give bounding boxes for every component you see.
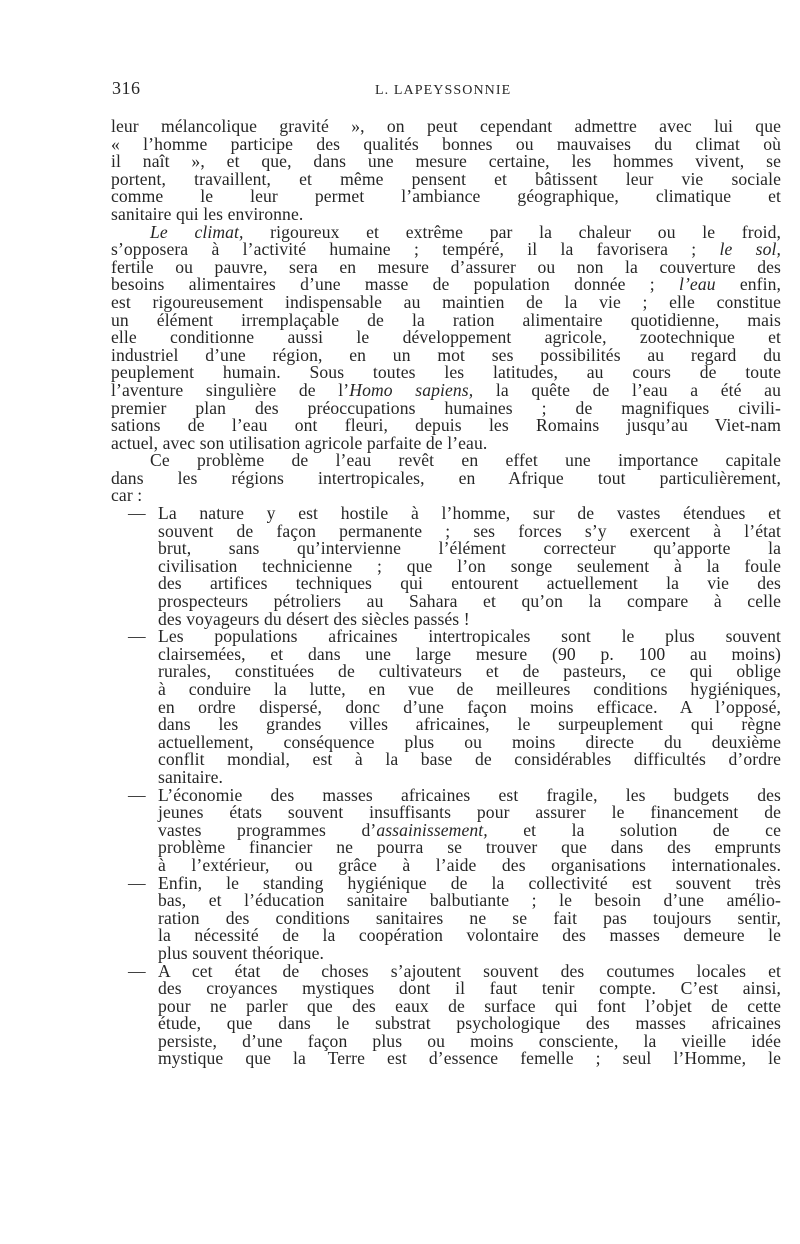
- text-line: clairsemées, et dans une large mesure (90 p. 100 au moins): [158, 643, 781, 664]
- text-line: souvent de façon permanente ; ses forces s’y exercent à l’état: [158, 520, 781, 541]
- text-line: besoins alimentaires d’une masse de population donnée ; l’eau enfin,: [111, 274, 781, 295]
- text-line: rurales, constituées de cultivateurs et de pasteurs, ce qui oblige: [158, 661, 781, 682]
- text-line: premier plan des préoccupations humaines ; de magnifiques civili-: [111, 397, 781, 418]
- dash-marker: —: [128, 503, 146, 524]
- page-number: 316: [112, 78, 141, 98]
- list-item: [111, 784, 781, 875]
- intro-paragraph: [111, 118, 781, 224]
- text-line: car :: [111, 485, 143, 506]
- text-line: sations de l’eau ont fleuri, depuis les Romains jusqu’au Viet-nam: [111, 415, 781, 436]
- text-line: des croyances mystiques dont il faut tenir compte. C’est ainsi,: [158, 978, 781, 999]
- text-line: en ordre dispersé, donc d’une façon moins efficace. A l’opposé,: [158, 696, 781, 717]
- text-line: industriel d’une région, en un mot ses possibilités au regard du: [111, 344, 781, 365]
- text-line: elle conditionne aussi le développement agricole, zootechnique et: [111, 327, 781, 348]
- text-line: sanitaire qui les environne.: [111, 203, 304, 224]
- text-line: à conduire la lutte, en vue de meilleures conditions hygiéniques,: [158, 679, 781, 699]
- page-header: [111, 80, 781, 100]
- text-line: civilisation technicienne ; que l’on songe seulement à la foule: [158, 555, 781, 576]
- text-line: mystique que la Terre est d’essence femelle ; seul l’Homme, le: [158, 1048, 781, 1069]
- text-line: problème financier ne pourra se trouver que dans des emprunts: [158, 837, 781, 858]
- text-line: ration des conditions sanitaires ne se fait pas toujours sentir,: [158, 907, 781, 928]
- text-line: à l’extérieur, ou grâce à l’aide des organisations internationales.: [158, 854, 781, 875]
- text-line: — A cet état de choses s’ajoutent souvent des coutumes locales et: [128, 960, 781, 981]
- dash-marker: —: [128, 626, 146, 647]
- text-line: pour ne parler que des eaux de surface qui font l’objet de cette: [158, 995, 781, 1016]
- text-line: — Les populations africaines intertropicales sont le plus souvent: [128, 626, 781, 647]
- text-line: sanitaire.: [158, 766, 223, 787]
- text-line: il naît », et que, dans une mesure certaine, les hommes vivent, se: [111, 151, 781, 172]
- water-problem-paragraph: [111, 452, 781, 505]
- dash-marker: —: [128, 784, 146, 805]
- text-line: vastes programmes d’assainissement, et la solution de ce: [158, 819, 781, 840]
- text-line: des voyageurs du désert des siècles passés !: [158, 608, 470, 629]
- list-item: [111, 628, 781, 786]
- text-line: jeunes états souvent insuffisants pour assurer le financement de: [158, 802, 781, 823]
- text-line: plus souvent théorique.: [158, 942, 324, 963]
- text-line: — La nature y est hostile à l’homme, sur de vastes étendues et: [128, 503, 781, 524]
- text-line: — Enfin, le standing hygiénique de la collectivité est souvent très: [128, 872, 781, 893]
- emphasis: assainissement,: [376, 819, 488, 840]
- dash-marker: —: [128, 872, 146, 893]
- text-line: comme le leur permet l’ambiance géographique, climatique et: [111, 186, 781, 207]
- text-line: portent, travaillent, et même pensent et bâtissent leur vie sociale: [111, 168, 781, 189]
- text-line: actuel, avec son utilisation agricole parfaite de l’eau.: [111, 432, 488, 453]
- running-head: L. LAPEYSSONNIE: [375, 83, 512, 98]
- text-line: — L’économie des masses africaines est fragile, les budgets des: [128, 784, 781, 805]
- dash-marker: —: [128, 960, 146, 981]
- text-line: fertile ou pauvre, sera en mesure d’assurer ou non la couverture des: [111, 256, 781, 277]
- list-item: [111, 960, 781, 1069]
- book-page: [111, 0, 781, 1244]
- text-line: Ce problème de l’eau revêt en effet une importance capitale: [150, 450, 781, 471]
- text-line: Le climat, rigoureux et extrême par la chaleur ou le froid,: [150, 221, 781, 242]
- text-line: « l’homme participe des qualités bonnes ou mauvaises du climat où: [111, 133, 781, 154]
- text-line: dans les grandes villes africaines, le surpeuplement qui règne: [158, 714, 781, 735]
- text-line: est rigoureusement indispensable au maintien de la vie ; elle constitue: [111, 291, 781, 312]
- text-line: la nécessité de la coopération volontaire des masses demeure le: [158, 925, 781, 946]
- body-text: [111, 118, 781, 1068]
- text-line: des artifices techniques qui entourent actuellement la vie des: [158, 573, 781, 594]
- text-line: brut, sans qu’intervienne l’élément correcteur qu’apporte la: [158, 538, 781, 559]
- emphasis: le sol,: [719, 239, 781, 260]
- text-line: leur mélancolique gravité », on peut cependant admettre avec lui que: [111, 116, 781, 136]
- emphasis: Homo sapiens,: [349, 379, 474, 400]
- text-line: un élément irremplaçable de la ration alimentaire quotidienne, mais: [111, 309, 781, 330]
- text-line: l’aventure singulière de l’Homo sapiens, la quête de l’eau a été au: [111, 379, 781, 400]
- text-line: persiste, d’une façon plus ou moins consciente, la vieille idée: [158, 1030, 781, 1051]
- emphasis: Le climat,: [150, 221, 244, 242]
- emphasis: l’eau: [678, 274, 716, 295]
- list-item: [111, 872, 781, 963]
- text-line: prospecteurs pétroliers au Sahara et qu’on la compare à celle: [158, 591, 781, 612]
- climate-paragraph: [111, 221, 781, 453]
- text-line: peuplement humain. Sous toutes les latitudes, au cours de toute: [111, 362, 781, 383]
- text-line: actuellement, conséquence plus ou moins directe du deuxième: [158, 731, 781, 752]
- text-line: s’opposera à l’activité humaine ; tempéré, il la favorisera ; le sol,: [111, 239, 781, 260]
- text-line: dans les régions intertropicales, en Afrique tout particulièrement,: [111, 467, 781, 488]
- text-line: bas, et l’éducation sanitaire balbutiante ; le besoin d’une amélio-: [158, 890, 781, 911]
- list-item: [111, 505, 781, 628]
- text-line: étude, que dans le substrat psychologique des masses africaines: [158, 1013, 781, 1034]
- text-line: conflit mondial, est à la base de considérables difficultés d’ordre: [158, 749, 781, 770]
